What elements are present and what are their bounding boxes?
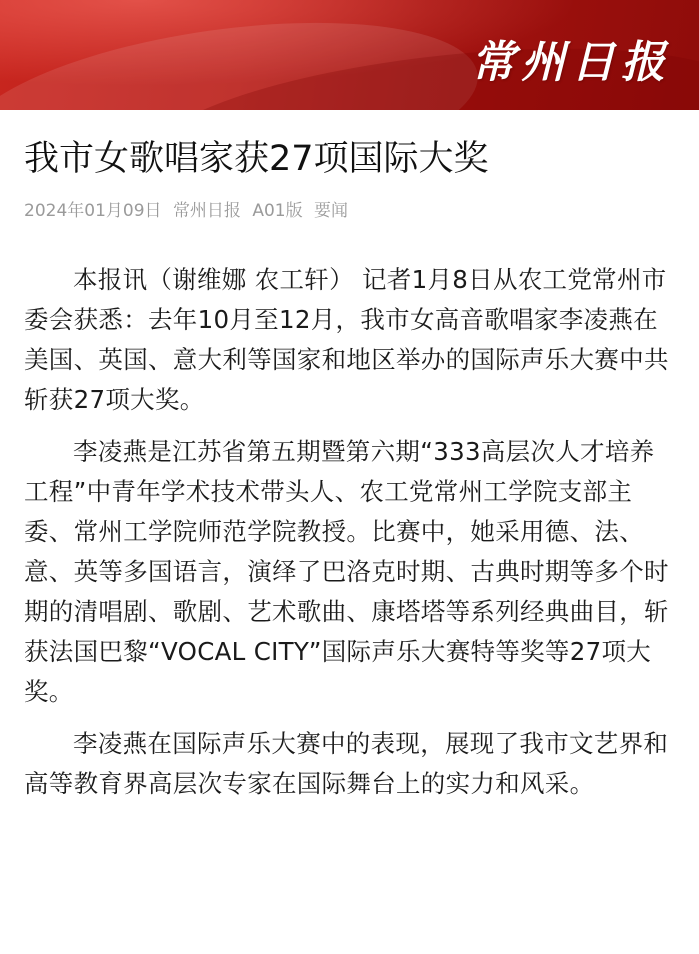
- source-name: 常州日报: [172, 201, 241, 221]
- section-name: 要闻: [314, 201, 349, 221]
- article-body: [24, 260, 675, 804]
- article-meta: [24, 200, 675, 222]
- article-paragraph: 李凌燕在国际声乐大赛中的表现，展现了我市文艺界和高等教育界高层次专家在国际舞台上的实力和风采。: [24, 729, 669, 798]
- page-number: A01版: [252, 201, 303, 221]
- article-paragraph: 本报讯（谢维娜 农工轩） 记者1月8日从农工党常州市委会获悉：去年10月至12月，我市女高音歌唱家李凌燕在美国、英国、意大利等国家和地区举办的国际声乐大赛中共斩获27项大奖。: [24, 265, 669, 414]
- article-container: [0, 136, 699, 804]
- article-title: 我市女歌唱家获27项国际大奖: [24, 139, 489, 179]
- header-banner: [0, 0, 699, 110]
- publish-date: 2024年01月09日: [24, 201, 162, 221]
- article-paragraph: 李凌燕是江苏省第五期暨第六期“333高层次人才培养工程”中青年学术技术带头人、农工党常州工学院支部主委、常州工学院师范学院教授。比赛中，她采用德、法、意、英等多国语言，演绎了巴洛克时期、古典时期等多个时期的清唱剧、歌剧、艺术歌曲、康塔塔等系列经典曲目，斩获法国巴黎“VOCAL CITY”国际声乐大赛特等奖等27项大奖。: [24, 437, 669, 706]
- newspaper-masthead-logo: 常州日报: [471, 37, 671, 88]
